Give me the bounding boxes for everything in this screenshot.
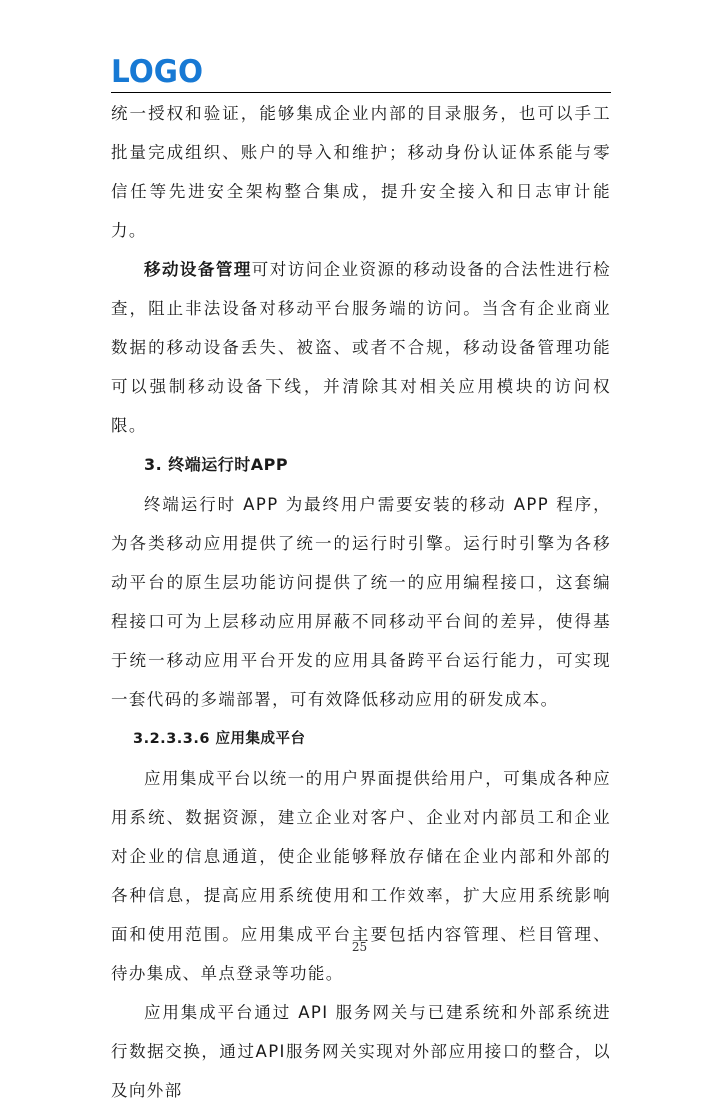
section-heading-terminal-runtime: 3. 终端运行时APP <box>144 455 289 474</box>
header-divider <box>111 92 611 93</box>
section-heading-app-integration: 3.2.3.3.6 应用集成平台 <box>133 731 306 747</box>
body-text <box>111 94 611 1110</box>
term-device-management: 移动设备管理 <box>144 260 252 279</box>
page-number: 25 <box>351 940 368 954</box>
paragraph-api-gateway: 应用集成平台通过 API 服务网关与已建系统和外部系统进行数据交换，通过API服务网关实现对外部应用接口的整合，以及向外部 <box>111 1003 611 1100</box>
paragraph-integration-platform: 应用集成平台以统一的用户界面提供给用户，可集成各种应用系统、数据资源，建立企业对客户、企业对内部员工和企业对企业的信息通道，使企业能够释放存储在企业内部和外部的各种信息，提高应用系统使用和工作效率，扩大应用系统影响面和使用范围。应用集成平台主要包括内容管理、栏目管理、待办集成、单点登录等功能。 <box>111 769 611 983</box>
paragraph-auth: 统一授权和验证，能够集成企业内部的目录服务，也可以手工批量完成组织、账户的导入和维护；移动身份认证体系能与零信任等先进安全架构整合集成，提升安全接入和日志审计能力。 <box>111 104 611 240</box>
logo <box>111 54 206 86</box>
paragraph-device-management-text: 可对访问企业资源的移动设备的合法性进行检查，阻止非法设备对移动平台服务端的访问。当含有企业商业数据的移动设备丢失、被盗、或者不合规，移动设备管理功能可以强制移动设备下线，并清除其对相关应用模块的访问权限。 <box>111 260 612 435</box>
paragraph-terminal-runtime: 终端运行时 APP 为最终用户需要安装的移动 APP 程序，为各类移动应用提供了统一的运行时引擎。运行时引擎为各移动平台的原生层功能访问提供了统一的应用编程接口，这套编程接口可为上层移动应用屏蔽不同移动平台间的差异，使得基于统一移动应用平台开发的应用具备跨平台运行能力，可实现一套代码的多端部署，可有效降低移动应用的研发成本。 <box>111 495 611 709</box>
paragraph-device-management <box>111 250 611 445</box>
logo-text: LOGO <box>111 54 203 86</box>
page-header <box>111 52 611 94</box>
